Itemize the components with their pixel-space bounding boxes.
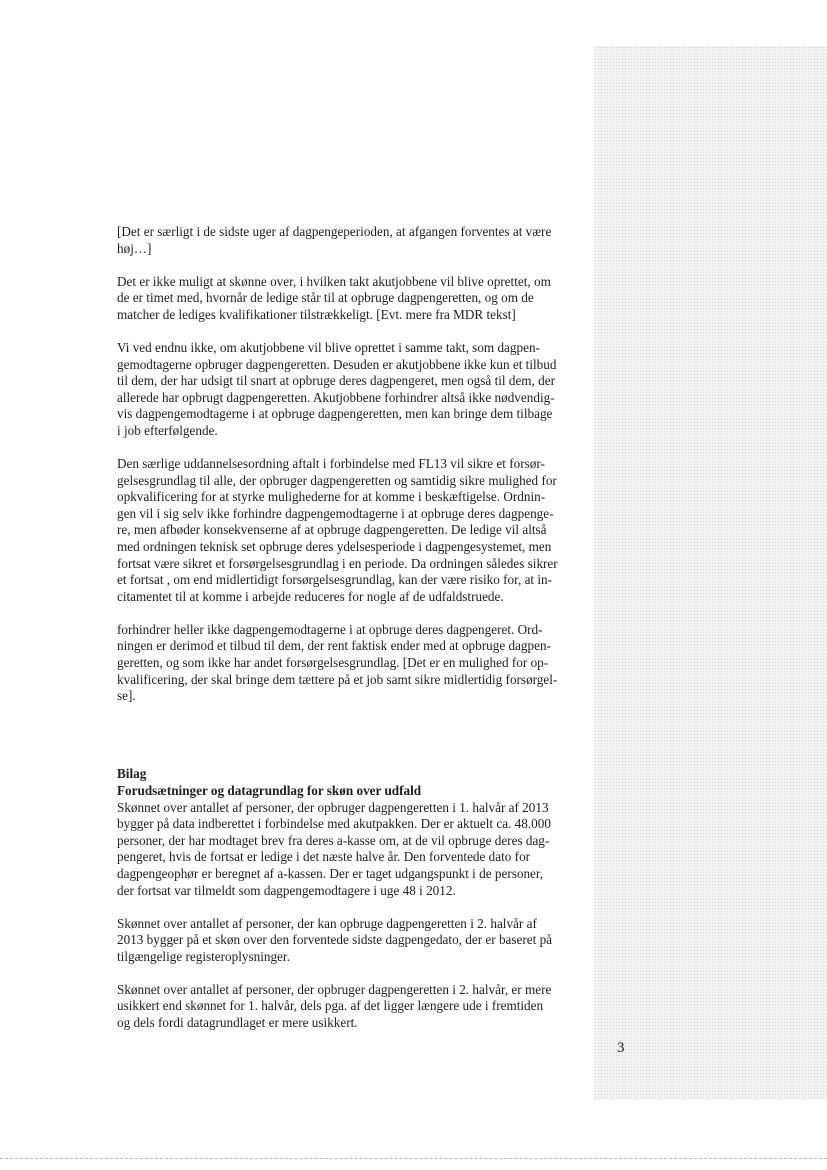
page-number: 3	[617, 1040, 625, 1056]
text-line: Den særlige uddannelsesordning aftalt i forbindelse med FL13 vil sikre et forsør-	[117, 456, 545, 472]
text-line: høj…]	[117, 240, 152, 256]
text-line: pengeret, hvis de fortsat er ledige i det næste halve år. Den forventede dato for	[117, 849, 531, 865]
text-line: bygger på data indberettet i forbindelse med akutpakken. Der er aktuelt ca. 48.000	[117, 816, 551, 832]
text-line: 2013 bygger på et skøn over den forventede sidste dagpengedato, der er baseret på	[117, 932, 553, 948]
text-line: et fortsat , om end midlertidigt forsørgelsesgrundlag, kan der være risiko for, at in-	[117, 572, 553, 588]
text-line: citamentet til at komme i arbejde reduceres for nogle af de udfaldstruede.	[117, 588, 504, 604]
paragraph-5	[117, 622, 583, 705]
text-line: til dem, der har udsigt til snart at opbruge deres dagpengeret, men også til dem, der	[117, 373, 555, 389]
text-line: vis dagpengemodtagerne i at opbruge dagpengeretten, men kan bringe dem tilbage	[117, 406, 553, 422]
text-line: opkvalificering for at styrke mulighederne for at komme i beskæftigelse. Ordnin-	[117, 489, 546, 505]
text-line: allerede har opbrugt dagpengeretten. Akutjobbene forhindrer altså ikke nødvendig-	[117, 389, 555, 405]
text-line: personer, der har modtaget brev fra deres a-kasse om, at de vil opbruge deres dag-	[117, 832, 550, 848]
text-line: matcher de lediges kvalifikationer tilstrækkeligt. [Evt. mere fra MDR tekst]	[117, 306, 516, 322]
text-line: Vi ved endnu ikke, om akutjobbene vil blive oprettet i samme takt, som dagpen-	[117, 339, 540, 355]
paragraph-4	[117, 456, 583, 605]
text-line: der fortsat var tilmeldt som dagpengemodtagere i uge 48 i 2012.	[117, 882, 456, 898]
text-line: kvalificering, der skal bringe dem tættere på et job samt sikre midlertidig forsørgel-	[117, 671, 558, 687]
scanned-margin-band	[594, 46, 827, 1100]
text-line: Skønnet over antallet af personer, der opbruger dagpengeretten i 2. halvår, er mere	[117, 981, 552, 997]
text-line: i job efterfølgende.	[117, 422, 218, 438]
text-line: gen vil i sig selv ikke forhindre dagpengemodtagerne i at opbruge deres dagpenge-	[117, 505, 554, 521]
text-line: geretten, og som ikke har andet forsørgelsesgrundlag. [Det er en mulighed for op-	[117, 655, 549, 671]
text-line: se].	[117, 688, 136, 704]
appendix-paragraph-1	[117, 800, 583, 900]
text-line: gelsesgrundlag til alle, der opbruger dagpengeretten og samtidig sikre mulighed for	[117, 472, 557, 488]
appendix-paragraph-3	[117, 982, 583, 1032]
text-line: re, men afbøder konsekvenserne af at opbruge dagpengeretten. De ledige vil altså	[117, 522, 547, 538]
text-line: med ordningen teknisk set opbruge deres ydelsesperiode i dagpengesystemet, men	[117, 539, 552, 554]
text-line: dagpengeophør er beregnet af a-kassen. Der er taget udgangspunkt i de personer,	[117, 865, 544, 881]
appendix-section	[117, 766, 583, 1031]
text-line: tilgængelige registeroplysninger.	[117, 948, 290, 964]
text-line: fortsat være sikret et forsørgelsesgrundlag i en periode. Da ordningen således sikrer	[117, 555, 558, 571]
text-line: [Det er særligt i de sidste uger af dagpengeperioden, at afgangen forventes at være	[117, 224, 552, 239]
bottom-divider	[0, 1158, 827, 1159]
text-line: Det er ikke muligt at skønne over, i hvilken takt akutjobbene vil blive oprettet, om	[117, 273, 551, 289]
text-line: de er timet med, hvornår de ledige står til at opbruge dagpengeretten, og om de	[117, 290, 534, 306]
text-line: forhindrer heller ikke dagpengemodtagerne i at opbruge deres dagpengeret. Ord-	[117, 621, 543, 637]
text-line: usikkert end skønnet for 1. halvår, dels pga. af det ligger længere ude i fremtiden	[117, 998, 544, 1014]
text-line: Skønnet over antallet af personer, der opbruger dagpengeretten i 1. halvår af 2013	[117, 799, 549, 815]
text-line: og dels fordi datagrundlaget er mere usikkert.	[117, 1015, 358, 1031]
text-line: ningen er derimod et tilbud til dem, der rent faktisk ender med at opbruge dagpen-	[117, 638, 551, 654]
paragraph-1	[117, 224, 583, 257]
body-text	[117, 224, 583, 1048]
text-line: Skønnet over antallet af personer, der kan opbruge dagpengeretten i 2. halvår af	[117, 915, 537, 931]
paragraph-2	[117, 274, 583, 324]
appendix-paragraph-2	[117, 916, 583, 966]
appendix-heading: Bilag	[117, 766, 147, 782]
text-line: gemodtagerne opbruger dagpengeretten. Desuden er akutjobbene ikke kun et tilbud	[117, 356, 557, 372]
paragraph-3	[117, 340, 583, 440]
appendix-subheading: Forudsætninger og datagrundlag for skøn over udfald	[117, 782, 422, 798]
